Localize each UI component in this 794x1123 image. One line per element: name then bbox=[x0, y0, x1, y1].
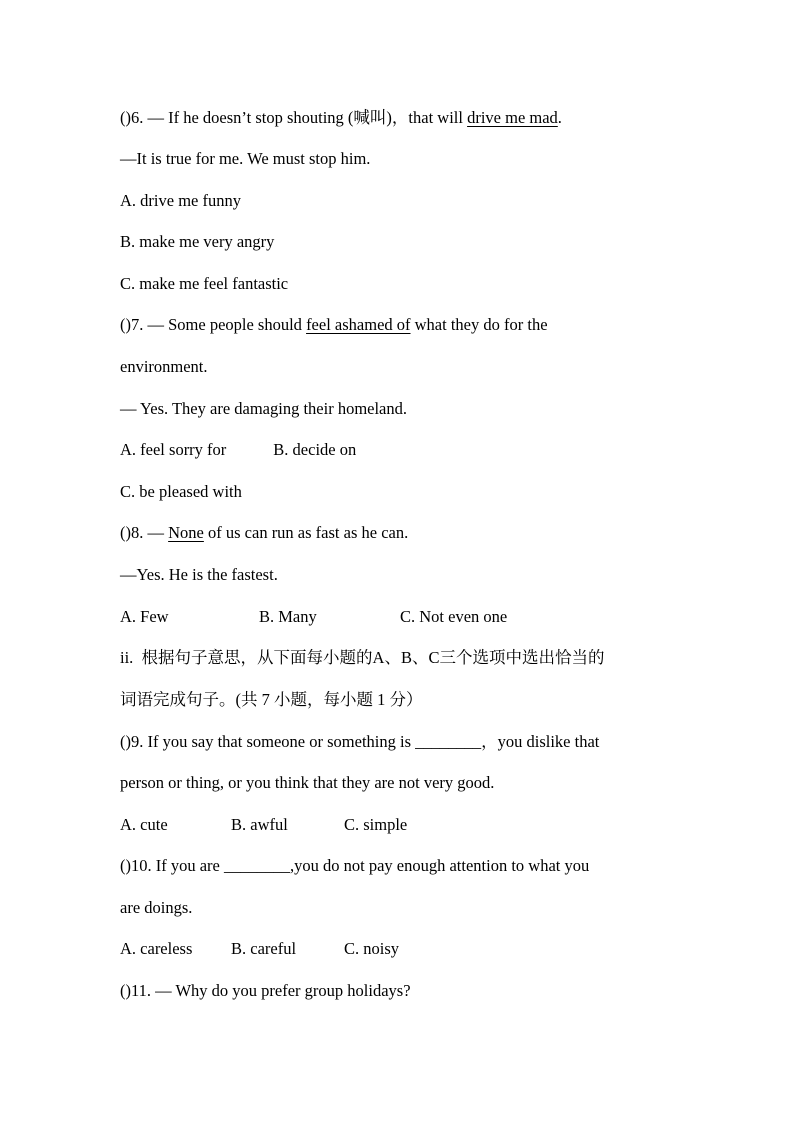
question-8-underlined-word: None bbox=[168, 523, 204, 542]
question-8-prefix: ()8. — bbox=[120, 523, 169, 542]
question-7-option-b: B. decide on bbox=[273, 440, 357, 459]
question-7-reply: — Yes. They are damaging their homeland. bbox=[120, 399, 408, 418]
section-ii-instruction-line-1: ii. 根据句子意思，从下面每小题的A、B、C三个选项中选出恰当的 bbox=[120, 648, 605, 667]
question-8-option-c: C. Not even one bbox=[400, 607, 508, 626]
question-10-option-c: C. noisy bbox=[344, 939, 400, 958]
question-6-suffix: . bbox=[557, 108, 562, 127]
question-8-suffix: of us can run as fast as he can. bbox=[203, 523, 409, 542]
question-8-option-b: B. Many bbox=[259, 607, 317, 626]
question-6 bbox=[120, 108, 562, 128]
question-10-line-1: ()10. If you are ________,you do not pay enough attention to what you bbox=[120, 856, 590, 875]
question-7 bbox=[120, 315, 548, 335]
question-10-option-a: A. careless bbox=[120, 939, 193, 958]
question-10-line-2: are doings. bbox=[120, 898, 193, 917]
question-9-option-b: B. awful bbox=[231, 815, 288, 834]
question-6-option-c: C. make me feel fantastic bbox=[120, 274, 289, 293]
question-7-options-row bbox=[120, 440, 356, 460]
question-7-prefix: ()7. — Some people should bbox=[120, 315, 307, 334]
question-9-line-2: person or thing, or you think that they are not very good. bbox=[120, 773, 495, 792]
question-9-option-a: A. cute bbox=[120, 815, 168, 834]
question-9-option-c: C. simple bbox=[344, 815, 408, 834]
question-6-prefix: ()6. — If he doesn’t stop shouting (喊叫)，that will bbox=[120, 108, 468, 127]
question-11-line-1: ()11. — Why do you prefer group holidays? bbox=[120, 981, 411, 1000]
question-6-underlined-phrase: drive me mad bbox=[467, 108, 558, 127]
question-7-continuation: environment. bbox=[120, 357, 208, 376]
question-8-option-a: A. Few bbox=[120, 607, 169, 626]
section-ii-instruction-line-2: 词语完成句子。(共 7 小题，每小题 1 分） bbox=[120, 690, 423, 709]
question-6-reply: —It is true for me. We must stop him. bbox=[120, 149, 371, 168]
question-10-option-b: B. careful bbox=[231, 939, 297, 958]
question-7-option-a: A. feel sorry for bbox=[120, 440, 227, 459]
question-8 bbox=[120, 523, 408, 543]
question-7-option-c: C. be pleased with bbox=[120, 482, 242, 501]
question-8-reply: —Yes. He is the fastest. bbox=[120, 565, 278, 584]
question-6-option-a: A. drive me funny bbox=[120, 191, 241, 210]
question-7-suffix: what they do for the bbox=[410, 315, 548, 334]
question-6-option-b: B. make me very angry bbox=[120, 232, 275, 251]
question-9-line-1: ()9. If you say that someone or something is ________，you dislike that bbox=[120, 732, 600, 751]
question-7-underlined-phrase: feel ashamed of bbox=[306, 315, 411, 334]
